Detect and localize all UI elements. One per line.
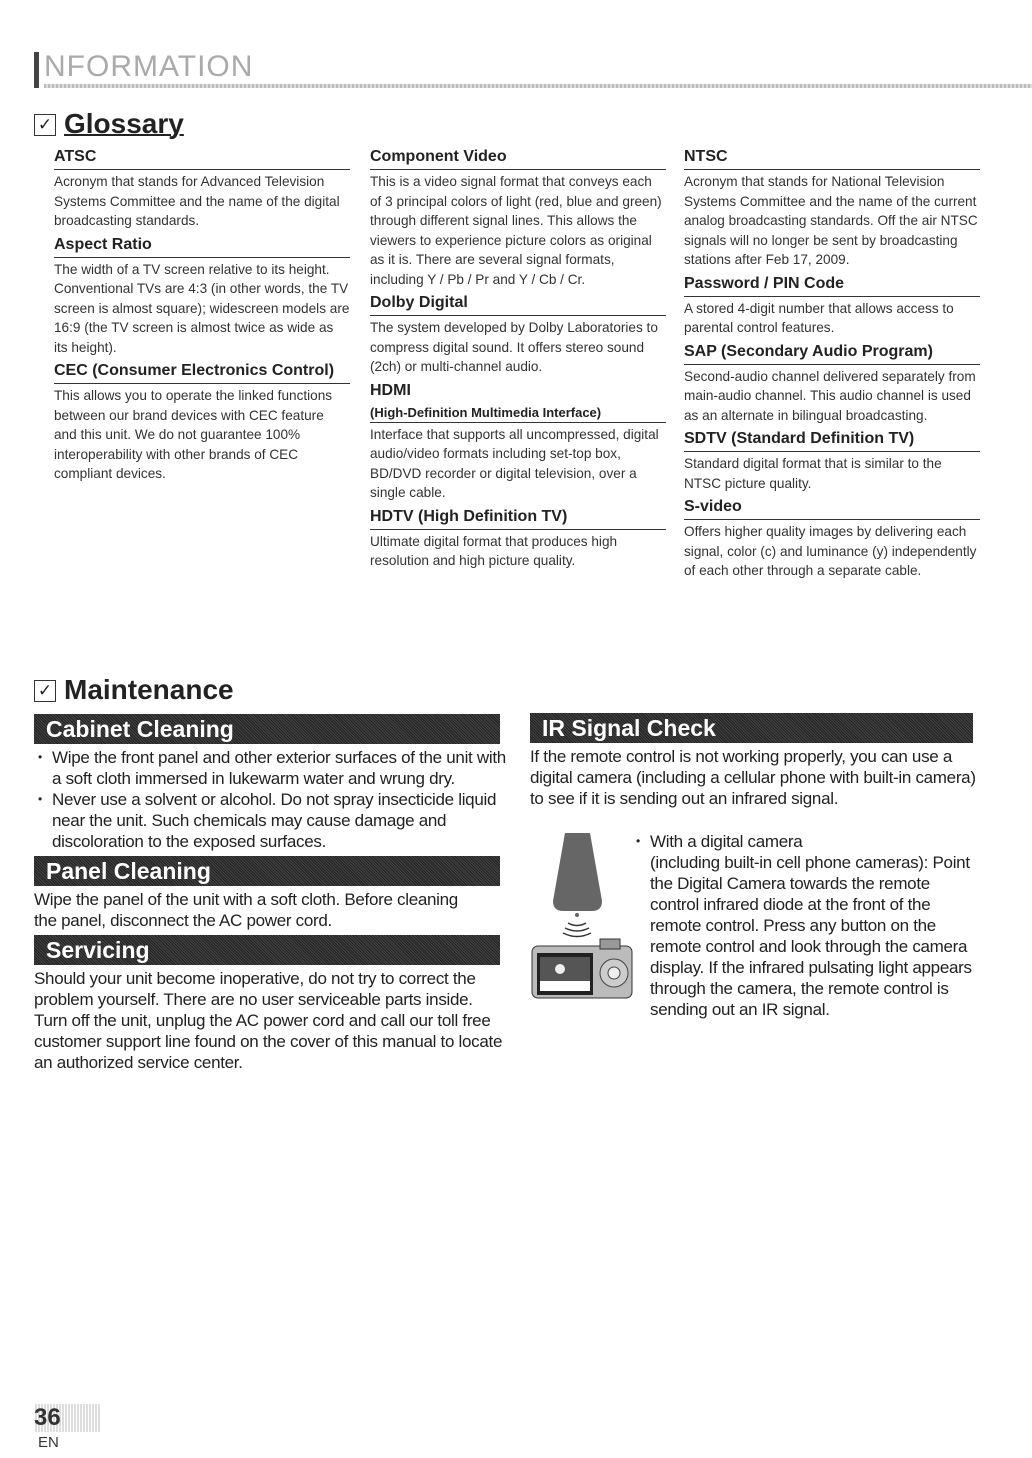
checkbox-icon: ✓ [34,680,56,702]
term-subtitle: (High-Definition Multimedia Interface) [370,405,666,423]
term-description: Standard digital format that is similar to the NTSC picture quality. [684,456,942,491]
glossary-term [370,507,666,571]
bullet-item: • With a digital camera (including built-in cell phone cameras): Point the Digital Camera towards the remote control infrared diode at the front of the remote control. Press any button on the remote control and look through the camera display. If the infrared pulsating light appears through the camera, the remote control is sending out an IR signal. [632,831,977,1020]
panel-cleaning-bar: Panel Cleaning [34,856,500,886]
term-description: Ultimate digital format that produces high resolution and high picture quality. [370,533,618,568]
term-title: HDMI [370,381,411,399]
term-description: The width of a TV screen relative to its height. Conventional TVs are 4:3 (in other words, the TV screen is almost square); widescreen models are 16:9 (the TV screen is almost twice as wide as its height). [54,261,350,355]
cabinet-cleaning-text [34,747,509,852]
glossary-col-1 [54,147,350,488]
page-number: 36 [34,1404,101,1432]
term-description: Acronym that stands for National Television Systems Committee and the name of the current analog broadcasting standards. Off the air NTSC signals will no longer be sent by broadcasting stations after Feb 17, 2009. [684,174,978,267]
glossary-col-3 [684,147,980,585]
bullet-item: • Never use a solvent or alcohol. Do not spray insecticide liquid near the unit. Such chemicals may cause damage and discoloration to the exposed surfaces. [34,789,509,852]
glossary-term [54,361,350,484]
ir-signal-check-bar: IR Signal Check [530,713,973,743]
ir-instructions [632,831,977,1020]
term-description: Acronym that stands for Advanced Television Systems Committee and the name of the digital broadcasting standards. [54,174,340,228]
digital-camera-icon [532,939,632,998]
glossary-term [684,429,980,493]
glossary-term [54,235,350,358]
cabinet-cleaning-bar: Cabinet Cleaning [34,714,500,744]
servicing-bar: Servicing [34,935,500,965]
term-title: Component Video [370,147,666,170]
glossary-term [684,147,980,270]
maintenance-heading: ✓ Maintenance [34,674,234,706]
glossary-term [684,497,980,581]
term-title: S-video [684,497,980,520]
glossary-term [684,342,980,426]
maintenance-right-column [530,713,980,1020]
servicing-text: Should your unit become inoperative, do not try to correct the problem yourself. There are no user serviceable parts inside. Turn off the unit, unplug the AC power cord and call our toll free customer support line found on the cover of this manual to locate an authorized service center. [34,969,503,1072]
language-label: EN [38,1434,59,1451]
term-description: Interface that supports all uncompressed, digital audio/video formats including set-top box, BD/DVD recorder or digital television, over a single cable. [370,426,659,500]
remote-control-icon [553,833,602,937]
term-title: NTSC [684,147,980,170]
term-description: This allows you to operate the linked functions between our brand devices with CEC feature and this unit. We do not guarantee 100% interoperability with other brands of CEC compliant devices. [54,388,333,481]
term-title: CEC (Consumer Electronics Control) [54,361,350,384]
ir-intro-text: If the remote control is not working properly, you can use a digital camera (including a cellular phone with built-in camera) to see if it is sending out an infrared signal. [530,747,976,808]
glossary-col-2 [370,147,666,575]
bullet-item: • Wipe the front panel and other exterior surfaces of the unit with a soft cloth immersed in lukewarm water and wrung dry. [34,747,509,789]
checkbox-icon: ✓ [34,114,56,136]
glossary-term [370,147,666,289]
term-title: Password / PIN Code [684,274,980,297]
term-description: Offers higher quality images by delivering each signal, color (c) and luminance (y) independently of each other through a separate cable. [684,524,977,578]
header-rule [44,84,1032,88]
ir-instruction-row [530,831,980,1020]
term-description: A stored 4-digit number that allows access to parental control features. [684,300,954,335]
term-description: Second-audio channel delivered separately from main-audio channel. This audio channel is used as an alternate in bilingual broadcasting. [684,368,976,423]
glossary-term [370,293,666,377]
glossary-term [54,147,350,231]
panel-cleaning-text: Wipe the panel of the unit with a soft cloth. Before cleaning the panel, disconnect the AC power cord. [34,890,458,930]
remote-camera-illustration [530,831,640,1001]
term-description: The system developed by Dolby Laboratories to compress digital sound. It offers stereo sound (2ch) or multi-channel audio. [370,320,658,374]
term-title: ATSC [54,147,350,170]
glossary-heading: ✓ Glossary [34,108,184,140]
section-header: NFORMATION [44,50,254,83]
term-description: This is a video signal format that conveys each of 3 principal colors of light (red, blue and green) through different signal lines. This allows the viewers to experience picture colors as original as it is. There are several signal formats, including Y / Pb / Pr and Y / Cb / Cr. [370,174,662,287]
glossary-term [684,274,980,338]
header-bar [34,52,39,88]
term-title: HDTV (High Definition TV) [370,507,666,530]
term-title: Dolby Digital [370,293,666,316]
maintenance-left-column [34,714,509,1077]
glossary-term [370,381,666,503]
term-title: Aspect Ratio [54,235,350,258]
term-title: SAP (Secondary Audio Program) [684,342,980,365]
term-title: SDTV (Standard Definition TV) [684,429,980,452]
